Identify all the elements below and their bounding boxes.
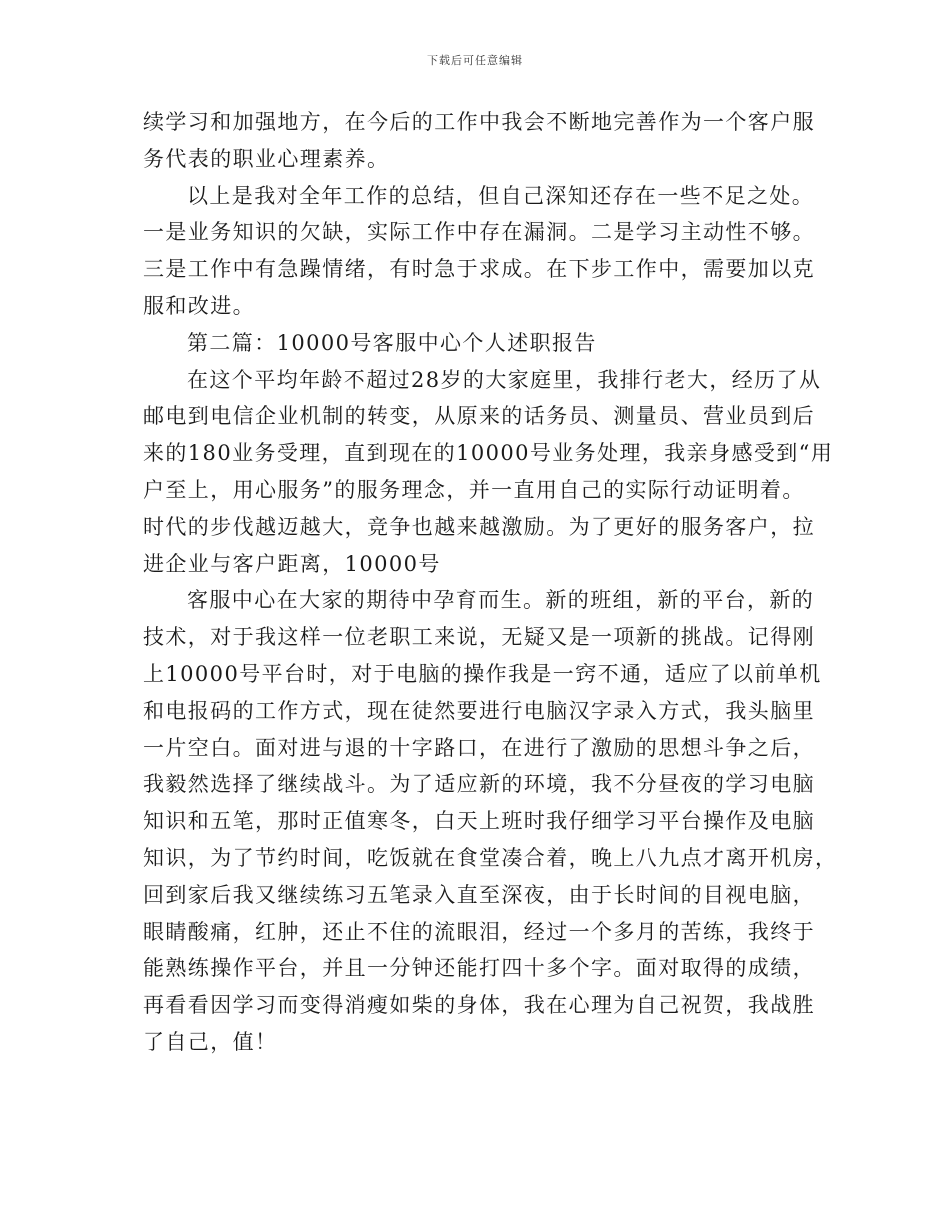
text-line: 上10000号平台时，对于电脑的操作我是一窍不通，适应了以前单机 (143, 661, 822, 686)
text-line: 服和改进。 (143, 293, 255, 318)
text-line: 邮电到电信企业机制的转变，从原来的话务员、测量员、营业员到后 (143, 404, 815, 429)
text-line: 知识，为了节约时间，吃饭就在食堂凑合着，晚上八九点才离开机房， (143, 845, 838, 870)
text-line: 和电报码的工作方式，现在徒然要进行电脑汉字录入方式，我头脑里 (143, 698, 815, 723)
text-line: 户至上，用心服务”的服务理念，并一直用自己的实际行动证明着。 (143, 477, 805, 502)
text-line: 时代的步伐越迈越大，竞争也越来越激励。为了更好的服务客户，拉 (143, 514, 815, 539)
text-line: 在这个平均年龄不超过28岁的大家庭里，我排行老大，经历了从 (187, 367, 822, 392)
page-header: 下载后可任意编辑 (427, 54, 523, 67)
text-line: 再看看因学习而变得消瘦如柴的身体，我在心理为自己祝贺，我战胜 (143, 993, 815, 1018)
text-line: 能熟练操作平台，并且一分钟还能打四十多个字。面对取得的成绩， (143, 956, 815, 981)
text-line: 以上是我对全年工作的总结，但自己深知还存在一些不足之处。 (187, 183, 815, 208)
text-line: 第二篇：10000号客服中心个人述职报告 (187, 330, 597, 355)
text-line: 务代表的职业心理素养。 (143, 146, 390, 171)
text-line: 客服中心在大家的期待中孕育而生。新的班组，新的平台，新的 (187, 588, 815, 613)
document-body (143, 104, 838, 1061)
text-line: 了自己，值！ (143, 1029, 278, 1054)
text-line: 眼睛酸痛，红肿，还止不住的流眼泪，经过一个多月的苦练，我终于 (143, 919, 815, 944)
text-line: 技术，对于我这样一位老职工来说，无疑又是一项新的挑战。记得刚 (143, 625, 815, 650)
text-line: 一片空白。面对进与退的十字路口，在进行了激励的思想斗争之后， (143, 735, 815, 760)
text-line: 我毅然选择了继续战斗。为了适应新的环境，我不分昼夜的学习电脑 (143, 772, 815, 797)
text-line: 进企业与客户距离，10000号 (143, 551, 441, 576)
text-line: 续学习和加强地方，在今后的工作中我会不断地完善作为一个客户服 (143, 110, 815, 134)
text-line: 知识和五笔，那时正值寒冬，白天上班时我仔细学习平台操作及电脑 (143, 809, 815, 834)
text-line: 来的180业务受理，直到现在的10000号业务处理，我亲身感受到“用 (143, 441, 834, 466)
text-line: 三是工作中有急躁情绪，有时急于求成。在下步工作中，需要加以克 (143, 257, 815, 282)
text-line: 一是业务知识的欠缺，实际工作中存在漏洞。二是学习主动性不够。 (143, 220, 815, 245)
text-line: 回到家后我又继续练习五笔录入直至深夜，由于长时间的目视电脑， (143, 882, 815, 907)
